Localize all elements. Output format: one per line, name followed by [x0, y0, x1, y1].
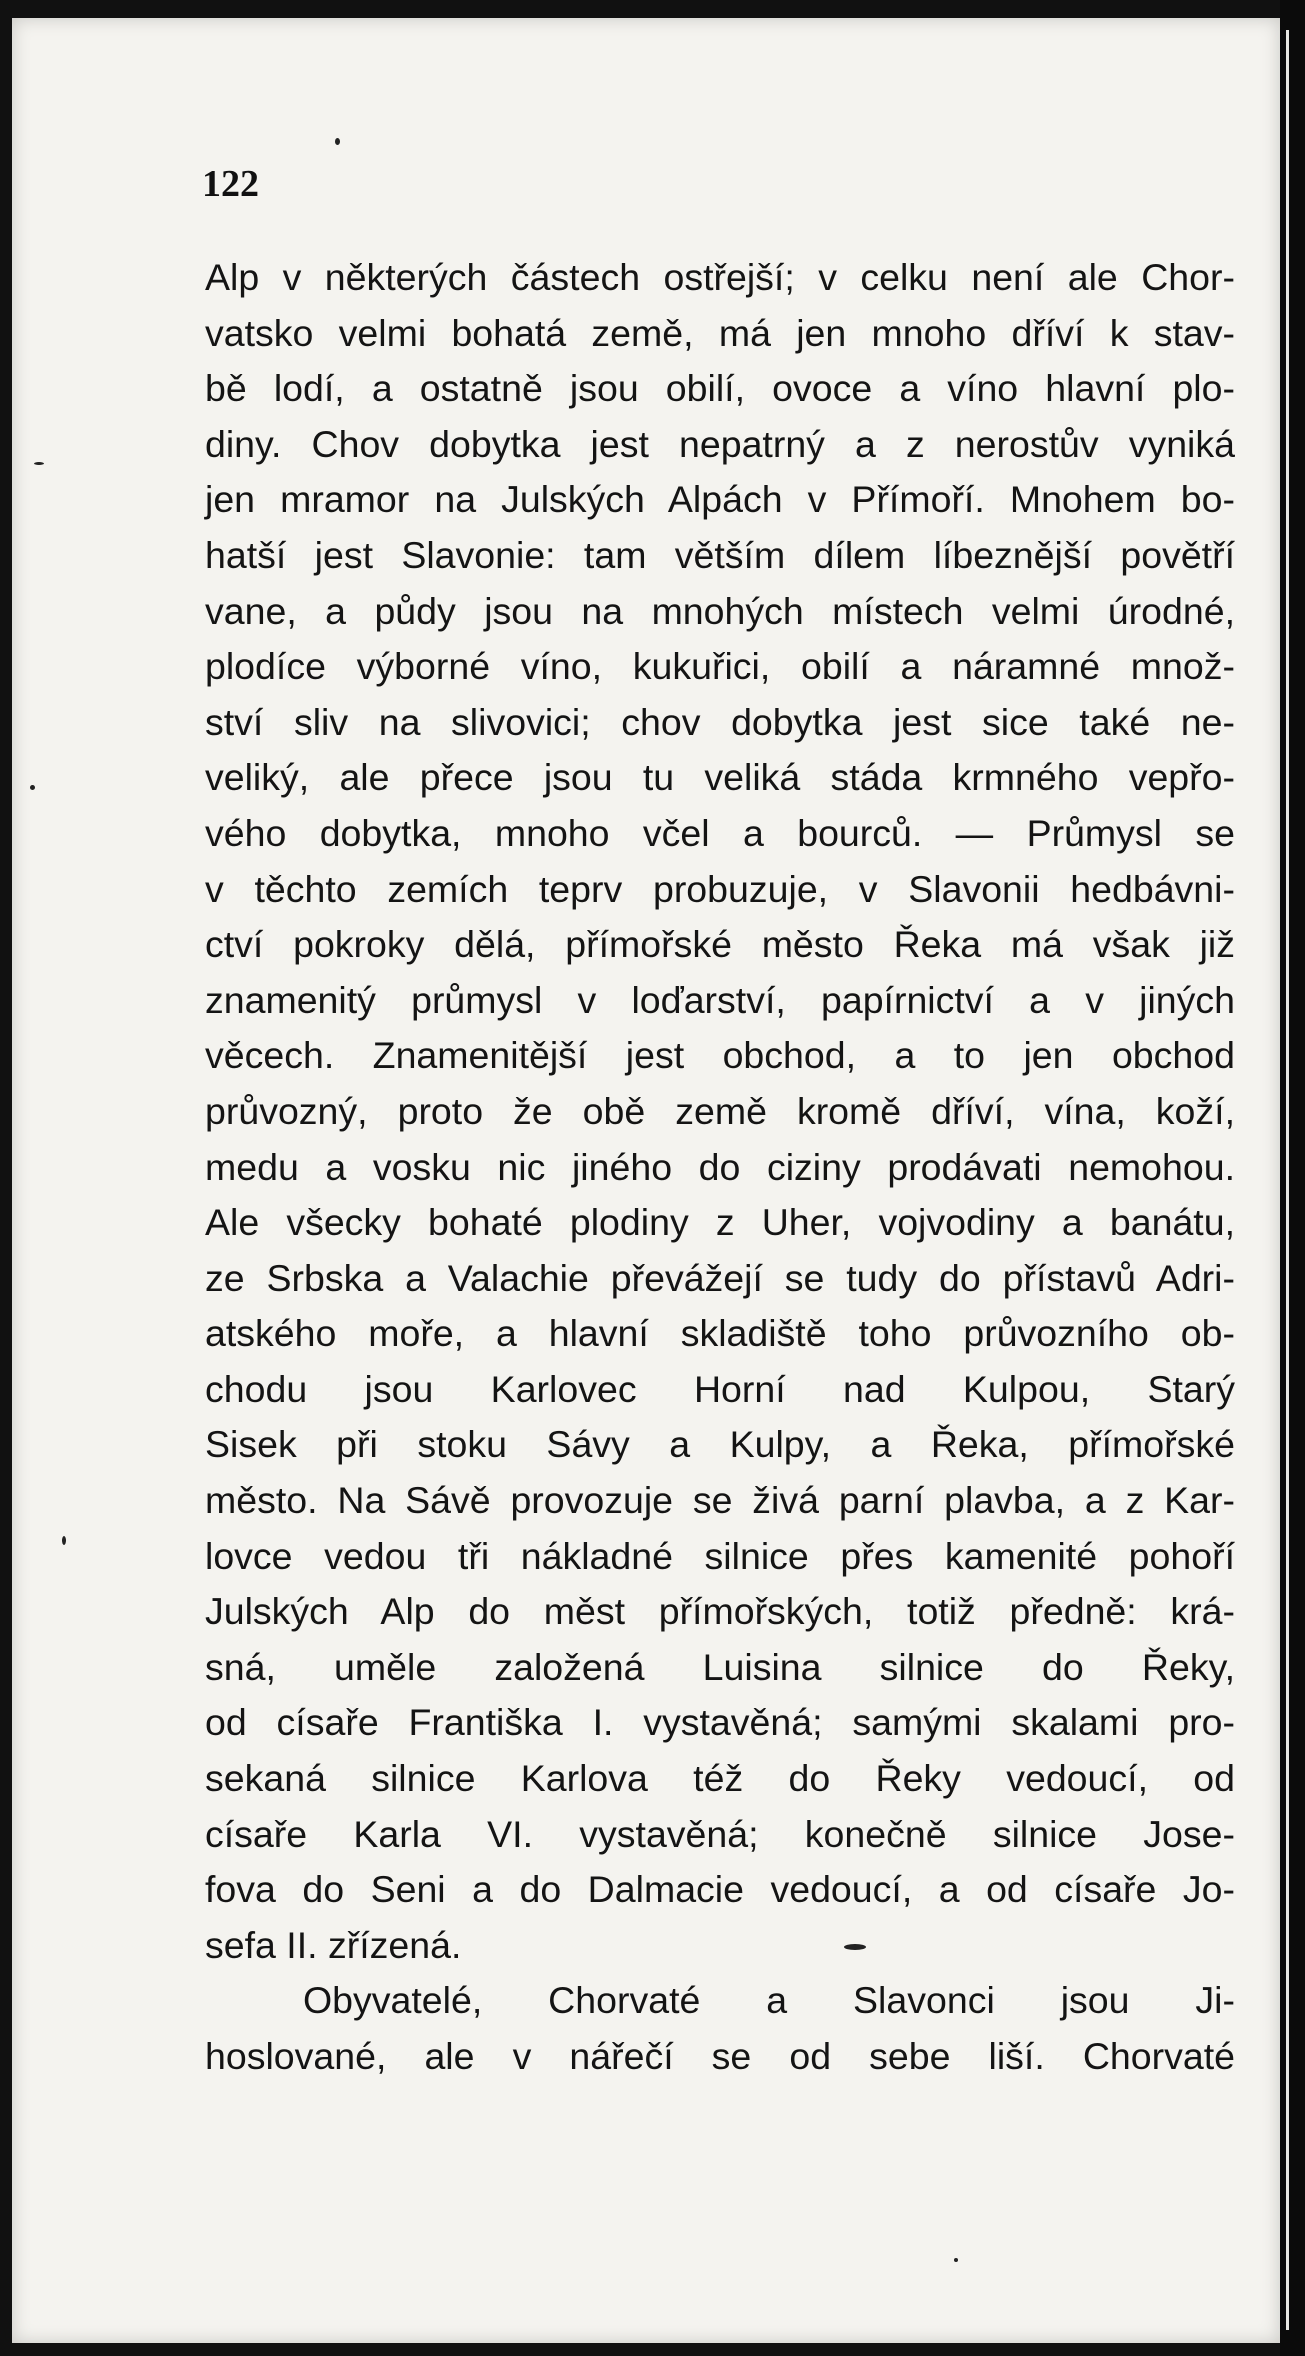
ink-speck — [30, 785, 35, 790]
page-number: 122 — [202, 163, 259, 205]
ink-speck — [954, 2258, 958, 2262]
text-line: medu a vosku nic jiného do ciziny prodávati nemohou. — [205, 1145, 1235, 1188]
text-line: bě lodí, a ostatně jsou obilí, ovoce a víno hlavní plo- — [205, 367, 1235, 410]
text-line: jen mramor na Julských Alpách v Přímoří. Mnohem bo- — [205, 478, 1235, 521]
ink-speck — [335, 138, 340, 145]
text-line: sekaná silnice Karlova též do Řeky vedoucí, od — [205, 1757, 1235, 1800]
text-line: císaře Karla VI. vystavěná; konečně silnice Jose- — [205, 1812, 1235, 1855]
text-line: sefa II. zřízená. — [205, 1923, 462, 1966]
text-line: vého dobytka, mnoho včel a bourců. — Průmysl se — [205, 811, 1235, 854]
text-line: znamenitý průmysl v loďarství, papírnictví a v jiných — [205, 978, 1235, 1021]
text-line: věcech. Znamenitější jest obchod, a to jen obchod — [205, 1034, 1235, 1077]
page-edge-shadow — [1280, 0, 1305, 2356]
ink-speck — [34, 462, 44, 465]
text-line: atského moře, a hlavní skladiště toho průvozního ob- — [205, 1312, 1235, 1355]
text-line: Alp v některých částech ostřejší; v celku není ale Chor- — [205, 256, 1235, 298]
text-line: vane, a půdy jsou na mnohých místech velmi úrodné, — [205, 589, 1235, 632]
text-line: hoslované, ale v nářečí se od sebe liší. Chorvaté — [205, 2035, 1235, 2077]
text-line: od císaře Františka I. vystavěná; samými skalami pro- — [205, 1701, 1235, 1744]
text-line: veliký, ale přece jsou tu veliká stáda krmného vepřo- — [205, 756, 1235, 799]
text-line: ze Srbska a Valachie převážejí se tudy do přístavů Adri- — [205, 1256, 1235, 1299]
text-line: ství sliv na slivovici; chov dobytka jest sice také ne- — [205, 700, 1235, 743]
text-line: hatší jest Slavonie: tam větším dílem líbeznější povětří — [205, 533, 1235, 576]
text-line: ctví pokroky dělá, přímořské město Řeka má však již — [205, 923, 1235, 966]
text-line: lovce vedou tři nákladné silnice přes kamenité pohoří — [205, 1534, 1235, 1577]
text-line: Ale všecky bohaté plodiny z Uher, vojvodiny a banátu, — [205, 1201, 1235, 1244]
text-line: diny. Chov dobytka jest nepatrný a z nerostův vyniká — [205, 422, 1235, 465]
text-line: vatsko velmi bohatá země, má jen mnoho dříví k stav- — [205, 311, 1235, 354]
text-line-paragraph-start: Obyvatelé, Chorvaté a Slavonci jsou Ji- — [303, 1979, 1235, 2022]
text-line: plodíce výborné víno, kukuřici, obilí a náramné množ- — [205, 645, 1235, 688]
text-line: město. Na Sávě provozuje se živá parní plavba, a z Kar- — [205, 1479, 1235, 1522]
text-line: Sisek při stoku Sávy a Kulpy, a Řeka, přímořské — [205, 1423, 1235, 1466]
text-line: v těchto zemích teprv probuzuje, v Slavonii hedbávni- — [205, 867, 1235, 910]
text-line: chodu jsou Karlovec Horní nad Kulpou, Starý — [205, 1367, 1235, 1410]
text-line: sná, uměle založená Luisina silnice do Řeky, — [205, 1645, 1235, 1688]
text-line: fova do Seni a do Dalmacie vedoucí, a od císaře Jo- — [205, 1868, 1235, 1911]
text-line: průvozný, proto že obě země kromě dříví, vína, koží, — [205, 1089, 1235, 1132]
ink-speck — [62, 1536, 66, 1545]
text-line: Julských Alp do měst přímořských, totiž předně: krá- — [205, 1590, 1235, 1633]
body-text — [205, 250, 1235, 2085]
